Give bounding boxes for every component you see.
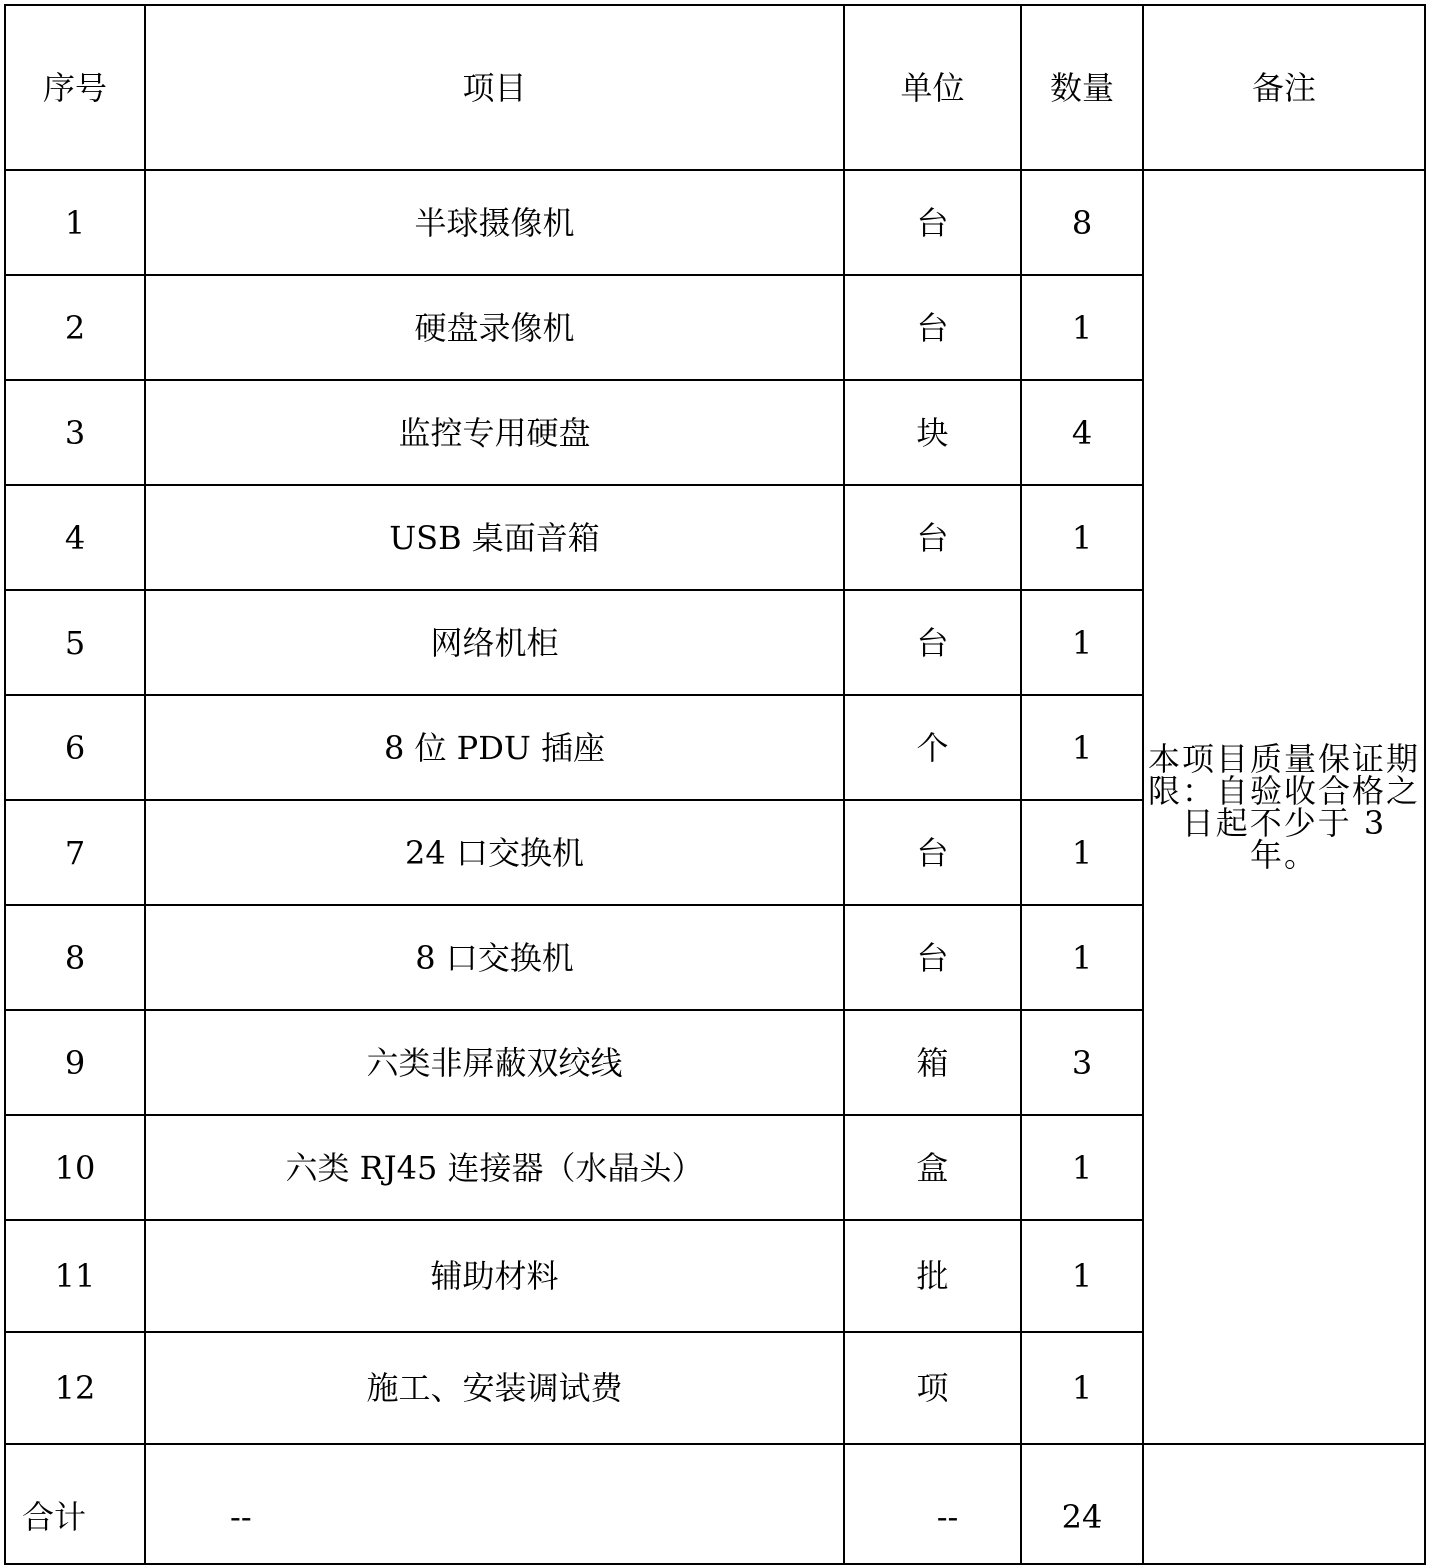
header-qty: 数量 [1021, 5, 1143, 170]
row-no: 8 [5, 905, 145, 1010]
row-item: 六类 RJ45 连接器（水晶头） [145, 1115, 844, 1220]
row-no: 1 [5, 170, 145, 275]
row-item: 辅助材料 [145, 1220, 844, 1332]
row-no: 7 [5, 800, 145, 905]
row-unit: 台 [844, 485, 1021, 590]
row-qty: 1 [1021, 485, 1143, 590]
row-qty: 1 [1021, 1332, 1143, 1444]
total-remark [1143, 1444, 1425, 1564]
row-item: 监控专用硬盘 [145, 380, 844, 485]
header-unit: 单位 [844, 5, 1021, 170]
row-item: USB 桌面音箱 [145, 485, 844, 590]
remark-cell: 本项目质量保证期限：自验收合格之日起不少于 3 年。 [1143, 170, 1425, 1444]
row-unit: 台 [844, 905, 1021, 1010]
row-no: 6 [5, 695, 145, 800]
row-no: 12 [5, 1332, 145, 1444]
row-qty: 1 [1021, 1115, 1143, 1220]
row-qty: 1 [1021, 590, 1143, 695]
row-item: 施工、安装调试费 [145, 1332, 844, 1444]
table-row [5, 170, 1425, 275]
row-unit: 项 [844, 1332, 1021, 1444]
row-unit: 批 [844, 1220, 1021, 1332]
row-unit: 箱 [844, 1010, 1021, 1115]
row-unit: 台 [844, 170, 1021, 275]
table-header-row [5, 5, 1425, 170]
row-no: 11 [5, 1220, 145, 1332]
equipment-list-table [4, 4, 1426, 1565]
total-unit: -- [844, 1444, 1021, 1564]
row-qty: 1 [1021, 905, 1143, 1010]
row-unit: 台 [844, 275, 1021, 380]
header-item: 项目 [145, 5, 844, 170]
row-item: 半球摄像机 [145, 170, 844, 275]
row-unit: 个 [844, 695, 1021, 800]
row-qty: 1 [1021, 275, 1143, 380]
total-row [5, 1444, 1425, 1564]
row-unit: 台 [844, 590, 1021, 695]
row-qty: 8 [1021, 170, 1143, 275]
row-qty: 1 [1021, 800, 1143, 905]
row-no: 4 [5, 485, 145, 590]
row-unit: 台 [844, 800, 1021, 905]
row-item: 网络机柜 [145, 590, 844, 695]
row-no: 2 [5, 275, 145, 380]
row-unit: 块 [844, 380, 1021, 485]
row-qty: 4 [1021, 380, 1143, 485]
row-no: 3 [5, 380, 145, 485]
row-item: 六类非屏蔽双绞线 [145, 1010, 844, 1115]
row-qty: 1 [1021, 695, 1143, 800]
row-no: 9 [5, 1010, 145, 1115]
total-label: 合计 [5, 1444, 145, 1564]
total-qty: 24 [1021, 1444, 1143, 1564]
row-qty: 3 [1021, 1010, 1143, 1115]
total-item: -- [145, 1444, 844, 1564]
row-item: 8 位 PDU 插座 [145, 695, 844, 800]
row-qty: 1 [1021, 1220, 1143, 1332]
row-item: 硬盘录像机 [145, 275, 844, 380]
row-unit: 盒 [844, 1115, 1021, 1220]
row-no: 5 [5, 590, 145, 695]
header-remark: 备注 [1143, 5, 1425, 170]
row-item: 8 口交换机 [145, 905, 844, 1010]
header-no: 序号 [5, 5, 145, 170]
row-item: 24 口交换机 [145, 800, 844, 905]
row-no: 10 [5, 1115, 145, 1220]
